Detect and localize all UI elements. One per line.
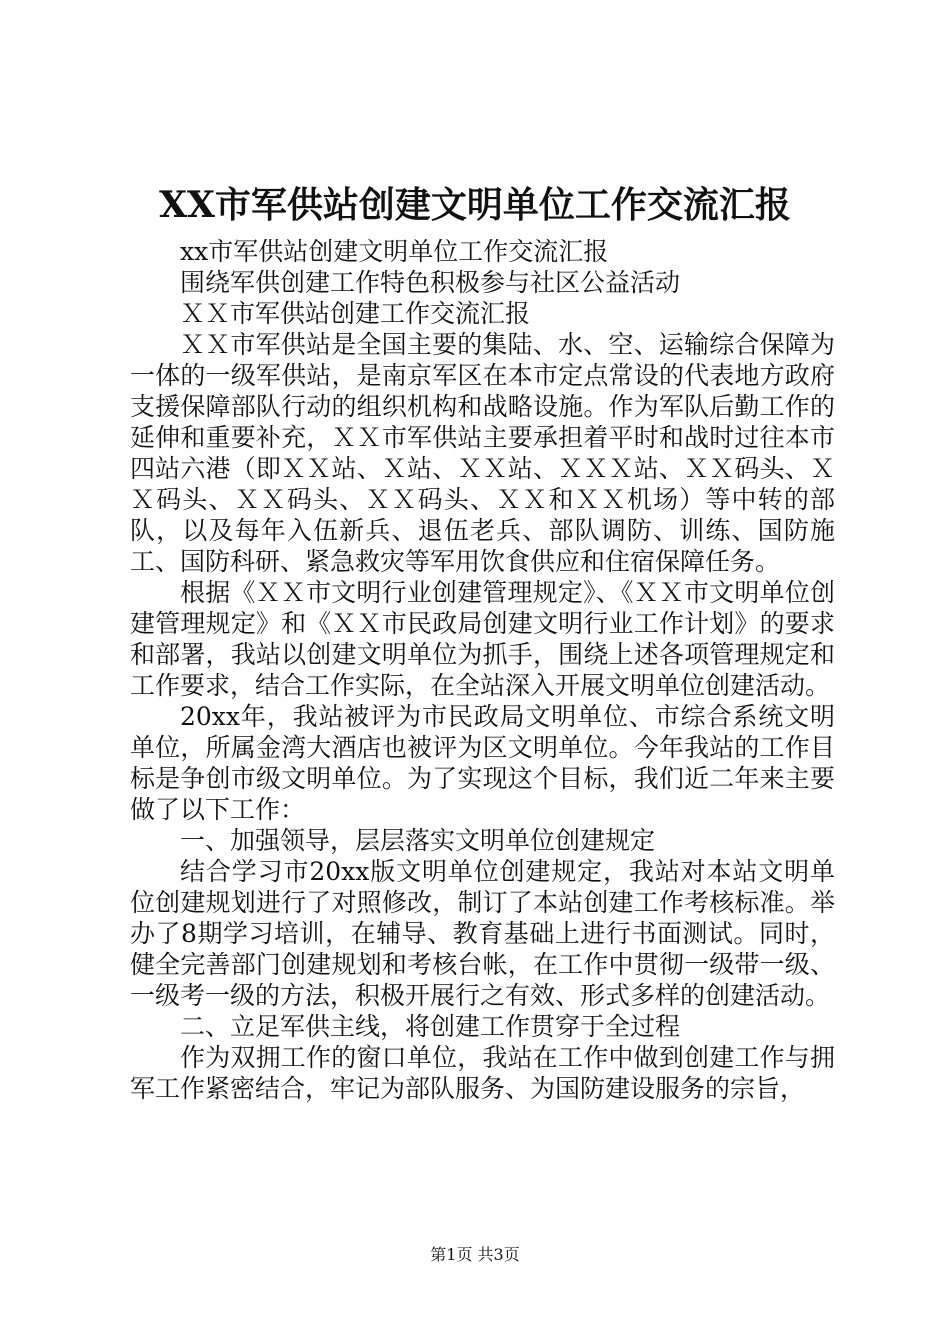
page-footer: 第1页 共3页: [430, 1245, 520, 1264]
paragraph-section-2: 作为双拥工作的窗口单位，我站在工作中做到创建工作与拥军工作紧密结合，牢记为部队服务、为国防建设服务的宗旨，: [130, 1043, 835, 1103]
paragraph-subtitle: 围绕军供创建工作特色积极参与社区公益活动: [180, 268, 681, 297]
document-title: XX市军供站创建文明单位工作交流汇报: [159, 184, 791, 226]
section-heading-2: 二、立足军供主线，将创建工作贯穿于全过程: [180, 1012, 681, 1041]
paragraph-heading-copy: xx市军供站创建文明单位工作交流汇报: [180, 237, 609, 266]
section-heading-1: 一、加强领导，层层落实文明单位创建规定: [180, 826, 656, 855]
paragraph-section-1: 结合学习市20xx版文明单位创建规定，我站对本站文明单位创建规划进行了对照修改，制订了本站创建工作考核标准。举办了8期学习培训，在辅导、教育基础上进行书面测试。同时，健全完善部门创建规划和考核台帐，在工作中贯彻一级带一级、一级考一级的方法，积极开展行之有效、形式多样的创建活动。: [130, 857, 835, 1010]
paragraph-achievements: 20xx年，我站被评为市民政局文明单位、市综合系统文明单位，所属金湾大酒店也被评为区文明单位。今年我站的工作目标是争创市级文明单位。为了实现这个目标，我们近二年来主要做了以下工作：: [130, 702, 835, 824]
paragraph-regulations: 根据《ＸＸ市文明行业创建管理规定》、《ＸＸ市文明单位创建管理规定》和《ＸＸ市民政局创建文明行业工作计划》的要求和部署，我站以创建文明单位为抓手，围绕上述各项管理规定和工作要求，结合工作实际，在全站深入开展文明单位创建活动。: [130, 578, 835, 700]
paragraph-report-title: ＸＸ市军供站创建工作交流汇报: [180, 299, 531, 328]
document-body: [130, 236, 835, 1104]
paragraph-introduction: ＸＸ市军供站是全国主要的集陆、水、空、运输综合保障为一体的一级军供站，是南京军区在本市定点常设的代表地方政府支援保障部队行动的组织机构和战略设施。作为军队后勤工作的延伸和重要补充，ＸＸ市军供站主要承担着平时和战时过往本市四站六港（即ＸＸ站、Ｘ站、ＸＸ站、ＸＸＸ站、ＸＸ码头、ＸＸ码头、ＸＸ码头、ＸＸ码头、ＸＸ和ＸＸ机场）等中转的部队，以及每年入伍新兵、退伍老兵、部队调防、训练、国防施工、国防科研、紧急救灾等军用饮食供应和住宿保障任务。: [130, 330, 835, 576]
